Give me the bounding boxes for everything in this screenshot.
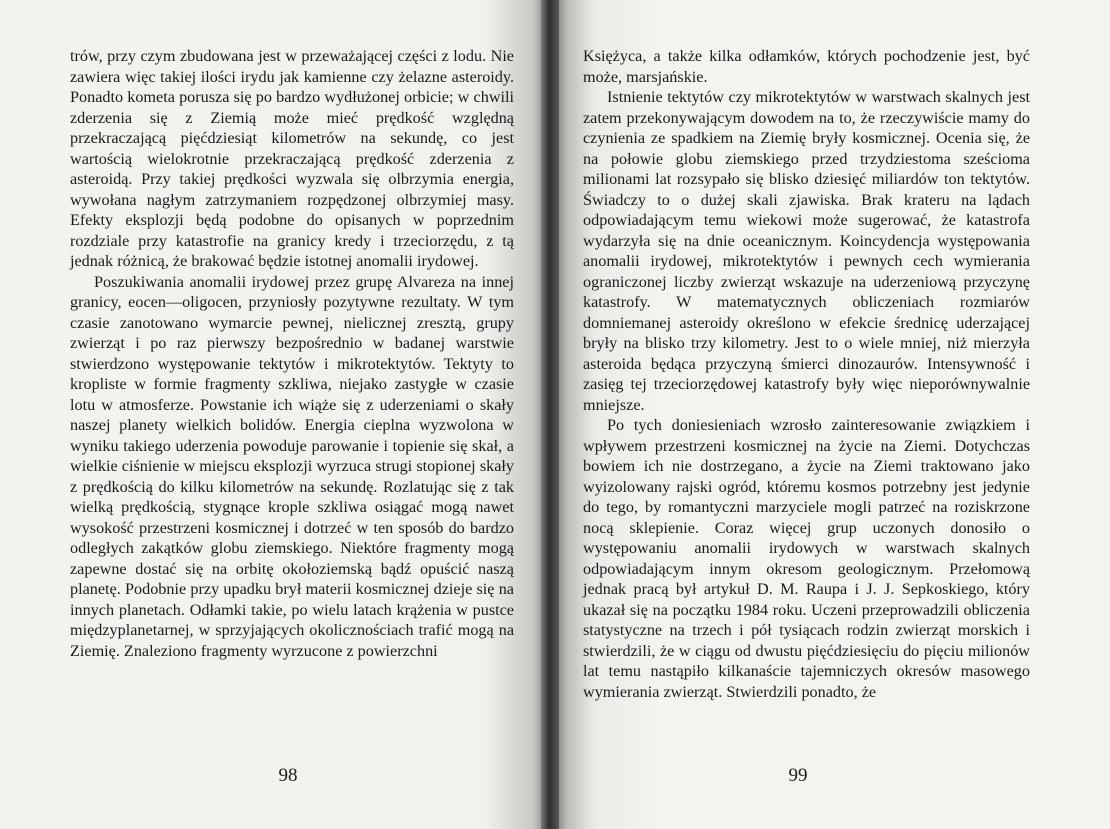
paragraph: Po tych doniesieniach wzrosło zainteresowanie związkiem i wpływem przestrzeni kosmicznej na życie na Ziemi. Dotychczas bowiem ich nie dostrzegano, a życie na Ziemi traktowano jako wyizolowany rajski ogród, któremu kosmos potrzebny jest jedynie do tego, by romantyczni marzyciele mogli patrzeć na roziskrzone nocą sklepienie. Coraz więcej grup uczonych donosiło o występowaniu anomalii irydowych w warstwach skalnych odpowiadającym innym okresom geologicznym. Przełomową jednak pracą był artykuł D. M. Raupa i J. J. Sepkoskiego, który ukazał się na początku 1984 roku. Uczeni przeprowadzili obliczenia statystyczne na trzech i pół tysiącach rodzin zwierząt morskich i stwierdzili, że w ciągu od dwustu pięćdziesięciu do pięciu milionów lat temu nastąpiło kilkanaście tajemniczych okresów masowego wymierania zwierząt. Stwierdzili ponadto, że xyxy=(583,416,1030,701)
book-gutter xyxy=(541,0,559,829)
paragraph: trów, przy czym zbudowana jest w przeważającej części z lodu. Nie zawiera więc takiej ilości irydu jak kamienne czy żelazne asteroidy. Ponadto kometa porusza się po bardzo wydłużonej orbicie; w chwili zderzenia się z Ziemią może mieć prędkość względną przekraczającą pięćdziesiąt kilometrów na sekundę, co jest wartością wielokrotnie przekraczającą prędkość zderzenia z asteroidą. Przy takiej prędkości wyzwala się olbrzymia energia, wywołana nagłym zatrzymaniem rozpędzonej olbrzymiej masy. Efekty eksplozji będą podobne do opisanych w poprzednim rozdziale przy katastrofie na granicy kredy i trzeciorzędu, z tą jednak różnicą, że brakować będzie istotnej anomalii irydowej. xyxy=(70,47,514,270)
left-page-text xyxy=(70,46,514,661)
paragraph: Księżyca, a także kilka odłamków, których pochodzenie jest, być może, marsjańskie. xyxy=(583,47,1030,86)
paragraph: Poszukiwania anomalii irydowej przez grupę Alvareza na innej granicy, eocen—oligocen, przyniosły pozytywne rezultaty. W tym czasie zanotowano wymarcie pewnej, nielicznej zresztą, grupy zwierząt i po raz pierwszy bezpośrednio w badanej warstwie stwierdzono występowanie tektytów i mikrotektytów. Tektyty to kropliste w formie fragmenty szkliwa, niejako zastygłe w czasie lotu w atmosferze. Powstanie ich wiąże się z uderzeniami o skały naszej planety wielkich bolidów. Energia cieplna wyzwolona w wyniku takiego uderzenia powoduje parowanie i topienie się skał, a wielkie ciśnienie w miejscu eksplozji wyrzuca strugi stopionej skały z prędkością do kilku kilometrów na sekundę. Rozlatując się z tak wielką prędkością, stygnące krople szkliwa osiągać mogą nawet wysokość przestrzeni kosmicznej i dotrzeć w ten sposób do bardzo odległych zakątków globu ziemskiego. Niektóre fragmenty mogą zapewne dostać się na orbitę okołoziemską bądź opuścić naszą planetę. Podobnie przy upadku brył materii kosmicznej dzieje się na innych planetach. Odłamki takie, po wielu latach krążenia w pustce międzyplanetarnej, w sprzyjających okolicznościach trafić mogą na Ziemię. Znaleziono fragmenty wyrzucone z powierzchni xyxy=(70,272,514,660)
page-number: 98 xyxy=(278,765,298,786)
right-page-text xyxy=(583,46,1030,702)
left-page xyxy=(0,0,550,829)
right-page xyxy=(550,0,1110,829)
page-number: 99 xyxy=(788,765,808,786)
paragraph: Istnienie tektytów czy mikrotektytów w warstwach skalnych jest zatem przekonywającym dowodem na to, że rzeczywiście mamy do czynienia ze spadkiem na Ziemię bryły kosmicznej. Ocenia się, że na połowie globu ziemskiego przed trzydziestoma sześcioma milionami lat rozsypało się blisko dziesięć miliardów ton tektytów. Świadczy to o dużej skali zjawiska. Brak krateru na lądach odpowiadającym temu wiekowi może sugerować, że katastrofa wydarzyła się na dnie oceanicznym. Koincydencja występowania anomalii irydowej, mikrotektytów i pewnych cech wymierania ograniczonej liczby zwierząt wskazuje na uderzeniową przyczynę katastrofy. W matematycznych obliczeniach rozmiarów domniemanej asteroidy określono w efekcie średnicę uderzającej bryły na blisko trzy kilometry. Jest to o wiele mniej, niż mierzyła asteroida będąca przyczyną śmierci dinozaurów. Intensywność i zasięg tej trzeciorzędowej katastrofy były więc nieporównywalnie mniejsze. xyxy=(583,88,1030,414)
